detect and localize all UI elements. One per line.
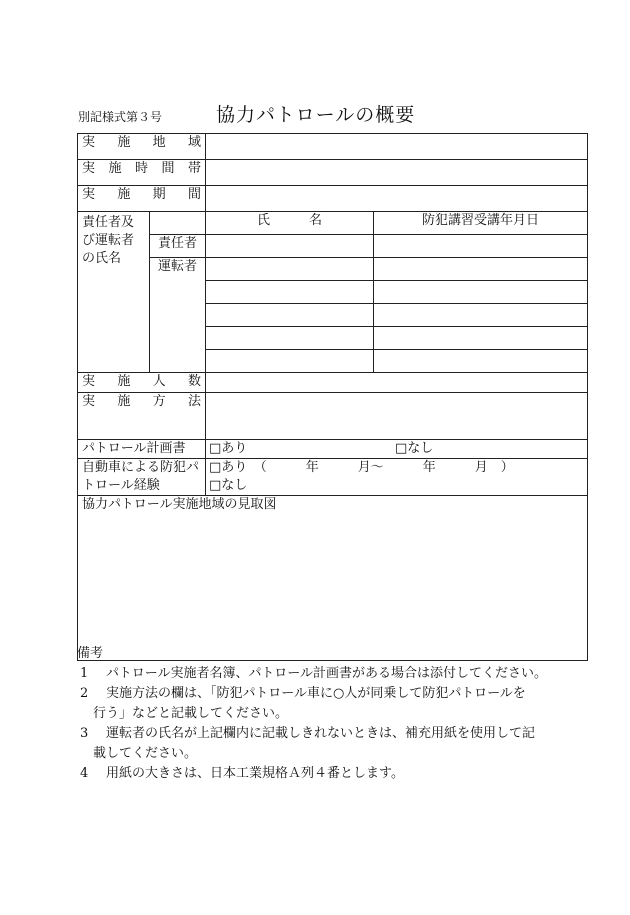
- field-driver-name[interactable]: [206, 304, 374, 327]
- field-driver-date[interactable]: [374, 327, 588, 350]
- label-method: 実 施 方 法: [78, 393, 206, 440]
- label-persons: 責任者及び運転者の氏名: [78, 212, 150, 373]
- row-period: [78, 186, 588, 212]
- checkbox-vehicle-no[interactable]: □なし: [209, 478, 248, 493]
- field-driver-name[interactable]: [206, 327, 374, 350]
- label-driver: 運転者: [150, 258, 206, 373]
- page-title: 協力パトロールの概要: [216, 104, 416, 126]
- field-driver-date[interactable]: [374, 281, 588, 304]
- label-period: 実 施 期 間: [78, 186, 206, 212]
- label-area: 実 施 地 域: [78, 134, 206, 160]
- note-item: [77, 684, 592, 704]
- label-plan-doc: パトロール計画書: [78, 440, 206, 459]
- note-continuation: 行う」などと記載してください。: [93, 706, 289, 721]
- field-driver-name[interactable]: [206, 258, 374, 281]
- row-area: [78, 134, 588, 160]
- field-vehicle-experience: [206, 459, 588, 496]
- label-vehicle-experience: 自動車による防犯パトロール経験: [78, 459, 206, 496]
- checkbox-vehicle-yes[interactable]: □あり （ 年 月～ 年 月 ）: [209, 460, 514, 475]
- field-driver-date[interactable]: [374, 350, 588, 373]
- label-num-people: 実 施 人 数: [78, 373, 206, 393]
- field-num-people[interactable]: [206, 373, 588, 393]
- note-text: 用紙の大きさは、日本工業規格Ａ列４番とします。: [106, 766, 404, 781]
- field-plan-doc: [206, 440, 588, 459]
- note-number: 4: [80, 766, 89, 781]
- field-area[interactable]: [206, 134, 588, 160]
- field-driver-name[interactable]: [206, 281, 374, 304]
- note-continuation: 載してください。: [93, 746, 198, 761]
- field-time-zone[interactable]: [206, 160, 588, 186]
- overview-form-table: [77, 133, 588, 661]
- blank-header-cell: [150, 212, 206, 235]
- form-number: 別記様式第３号: [78, 110, 163, 124]
- note-number: 3: [80, 726, 89, 741]
- note-item: [77, 664, 592, 684]
- label-time-zone: 実 施 時 間 帯: [78, 160, 206, 186]
- note-item: [77, 764, 592, 784]
- field-driver-name[interactable]: [206, 350, 374, 373]
- note-item: [77, 724, 592, 744]
- notes-section: [77, 644, 592, 784]
- field-driver-date[interactable]: [374, 258, 588, 281]
- label-map: 協力パトロール実施地域の見取図: [82, 497, 277, 512]
- field-driver-date[interactable]: [374, 304, 588, 327]
- note-text: 運転者の氏名が上記欄内に記載しきれないときは、補充用紙を使用して記: [106, 726, 536, 741]
- col-header-training-date: 防犯講習受講年月日: [374, 212, 588, 235]
- field-responsible-name[interactable]: [206, 235, 374, 258]
- row-time-zone: [78, 160, 588, 186]
- map-area[interactable]: [78, 496, 588, 661]
- label-responsible: 責任者: [150, 235, 206, 258]
- col-header-name: 氏 名: [206, 212, 374, 235]
- note-number: 2: [80, 686, 89, 701]
- checkbox-plan-no[interactable]: □なし: [395, 441, 434, 456]
- note-text: 実施方法の欄は、「防犯パトロール車に○人が同乗して防犯パトロールを: [106, 686, 526, 701]
- checkbox-plan-yes[interactable]: □あり: [209, 441, 248, 456]
- field-period[interactable]: [206, 186, 588, 212]
- field-responsible-date[interactable]: [374, 235, 588, 258]
- note-number: 1: [80, 666, 89, 681]
- note-text: パトロール実施者名簿、パトロール計画書がある場合は添付してください。: [106, 666, 547, 681]
- notes-heading: 備考: [77, 646, 104, 661]
- field-method[interactable]: [206, 393, 588, 440]
